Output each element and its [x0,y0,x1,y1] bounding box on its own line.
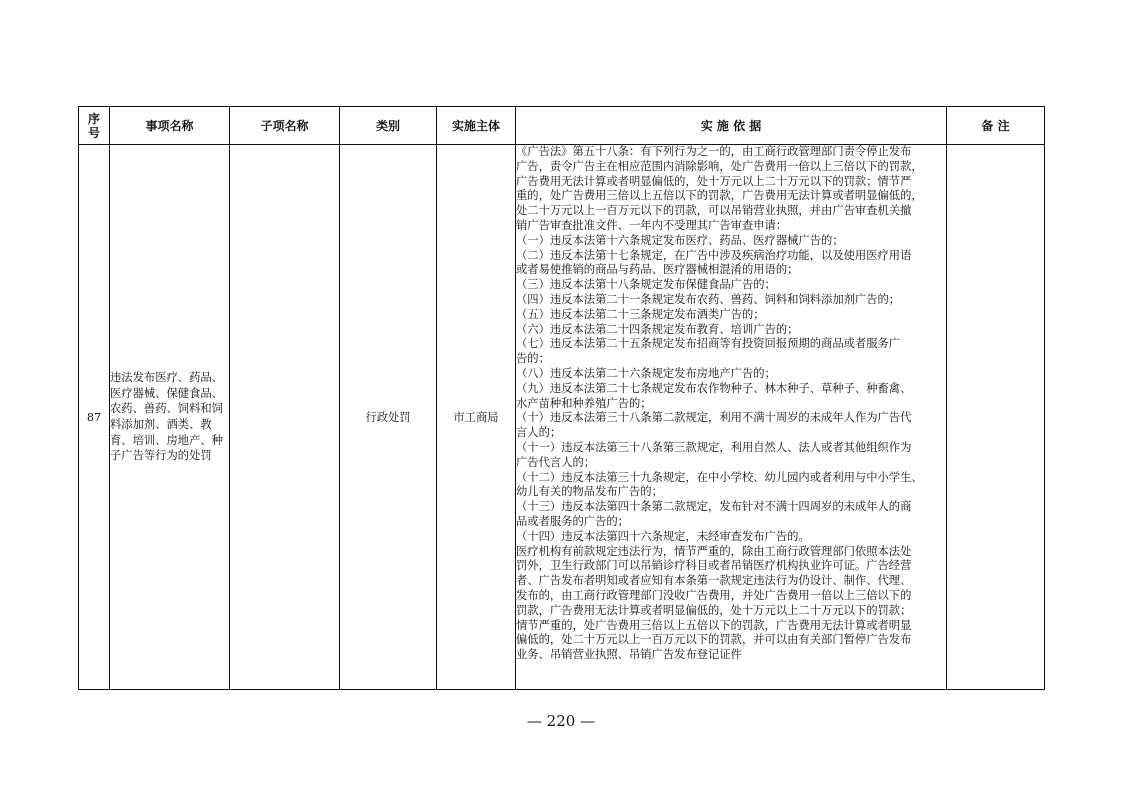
basis-line: 处二十万元以上一百万元以下的罚款，可以吊销营业执照，并由广告审查机关撤 [516,204,912,218]
basis-line: （九）违反本法第二十七条规定发布农作物种子、林木种子、草种子、种畜禽、 [516,381,912,395]
basis-line: （五）违反本法第二十三条规定发布酒类广告的； [516,307,765,321]
cell-implementer: 市工商局 [437,145,516,690]
basis-line: 品或者服务的广告的； [516,514,629,528]
table-row [79,145,1045,690]
basis-line: 水产苗种和种养殖广告的； [516,396,652,410]
basis-line: 情节严重的，处广告费用三倍以上五倍以下的罚款，广告费用无法计算或者明显 [516,618,912,632]
basis-line: 广告费用无法计算或者明显偏低的，处十万元以上二十万元以下的罚款；情节严 [516,174,912,188]
basis-line: 言人的； [516,426,562,440]
basis-line: 医疗机构有前款规定违法行为，情节严重的，除由工商行政管理部门依照本法处 [516,544,912,558]
header-basis: 实 施 依 据 [516,107,947,145]
basis-line: （八）违反本法第二十六条规定发布房地产广告的； [516,366,776,380]
header-seq-text: 序号 [87,111,100,140]
basis-line: 销广告审查批准文件、一年内不受理其广告审查申请： [516,218,788,232]
basis-line: （三）违反本法第十八条规定发布保健食品广告的； [516,278,776,292]
cell-sub-item-name [230,145,340,690]
header-row [79,107,1045,145]
page-number: — 220 — [526,712,596,730]
cell-remarks [947,145,1045,690]
basis-line: （二）违反本法第十七条规定，在广告中涉及疾病治疗功能，以及使用医疗用语 [516,248,912,262]
basis-line: 告的； [516,352,550,366]
basis-line: 《广告法》第五十八条：有下列行为之一的，由工商行政管理部门责令停止发布 [516,145,912,158]
cell-item-name: 违法发布医疗、药品、医疗器械、保健食品、农药、兽药、饲料和饲料添加剂、酒类、教育、培训、房地产、种子广告等行为的处罚 [110,145,230,690]
header-remarks: 备 注 [947,107,1045,145]
basis-line: （十一）违反本法第三十八条第三款规定，利用自然人、法人或者其他组织作为 [516,440,912,454]
cell-category: 行政处罚 [340,145,437,690]
header-item-name: 事项名称 [110,107,230,145]
basis-line: 罚外，卫生行政部门可以吊销诊疗科目或者吊销医疗机构执业许可证。广告经营 [516,559,912,573]
basis-line: （一）违反本法第十六条规定发布医疗、药品、医疗器械广告的； [516,233,844,247]
basis-line: 者、广告发布者明知或者应知有本条第一款规定违法行为仍设计、制作、代理、 [516,574,912,588]
basis-line: 重的，处广告费用三倍以上五倍以下的罚款，广告费用无法计算或者明显偏低的， [516,189,923,203]
basis-line: 罚款，广告费用无法计算或者明显偏低的，处十万元以上二十万元以下的罚款； [516,603,912,617]
basis-line: 广告代言人的； [516,455,596,469]
basis-line: 广告，责令广告主在相应范围内消除影响，处广告费用一倍以上三倍以下的罚款， [516,159,923,173]
basis-line: 业务、吊销营业执照、吊销广告发布登记证件 [516,648,742,662]
basis-line: （七）违反本法第二十五条规定发布招商等有投资回报预期的商品或者服务广 [516,337,901,351]
basis-line: 幼儿有关的物品发布广告的； [516,485,663,499]
basis-line: （四）违反本法第二十一条规定发布农药、兽药、饲料和饲料添加剂广告的； [516,292,901,306]
header-sub-item-name: 子项名称 [230,107,340,145]
basis-line: （六）违反本法第二十四条规定发布教育、培训广告的； [516,322,799,336]
basis-line: 偏低的，处二十万元以上一百万元以下的罚款，并可以由有关部门暂停广告发布 [516,633,912,647]
administrative-items-table [78,106,1045,690]
header-implementer: 实施主体 [437,107,516,145]
header-seq [79,107,110,145]
header-category: 类别 [340,107,437,145]
cell-basis [516,145,947,690]
cell-seq: 87 [79,145,110,690]
basis-line: 或者易使推销的商品与药品、医疗器械相混淆的用语的； [516,263,799,277]
basis-line: 发布的，由工商行政管理部门没收广告费用，并处广告费用一倍以上三倍以下的 [516,588,912,602]
basis-line: （十三）违反本法第四十条第二款规定，发布针对不满十四周岁的未成年人的商 [516,500,912,514]
basis-line: （十）违反本法第三十八条第二款规定，利用不满十周岁的未成年人作为广告代 [516,411,912,425]
basis-line: （十二）违反本法第三十九条规定，在中小学校、幼儿园内或者利用与中小学生、 [516,470,923,484]
basis-line: （十四）违反本法第四十六条规定，未经审查发布广告的。 [516,529,810,543]
